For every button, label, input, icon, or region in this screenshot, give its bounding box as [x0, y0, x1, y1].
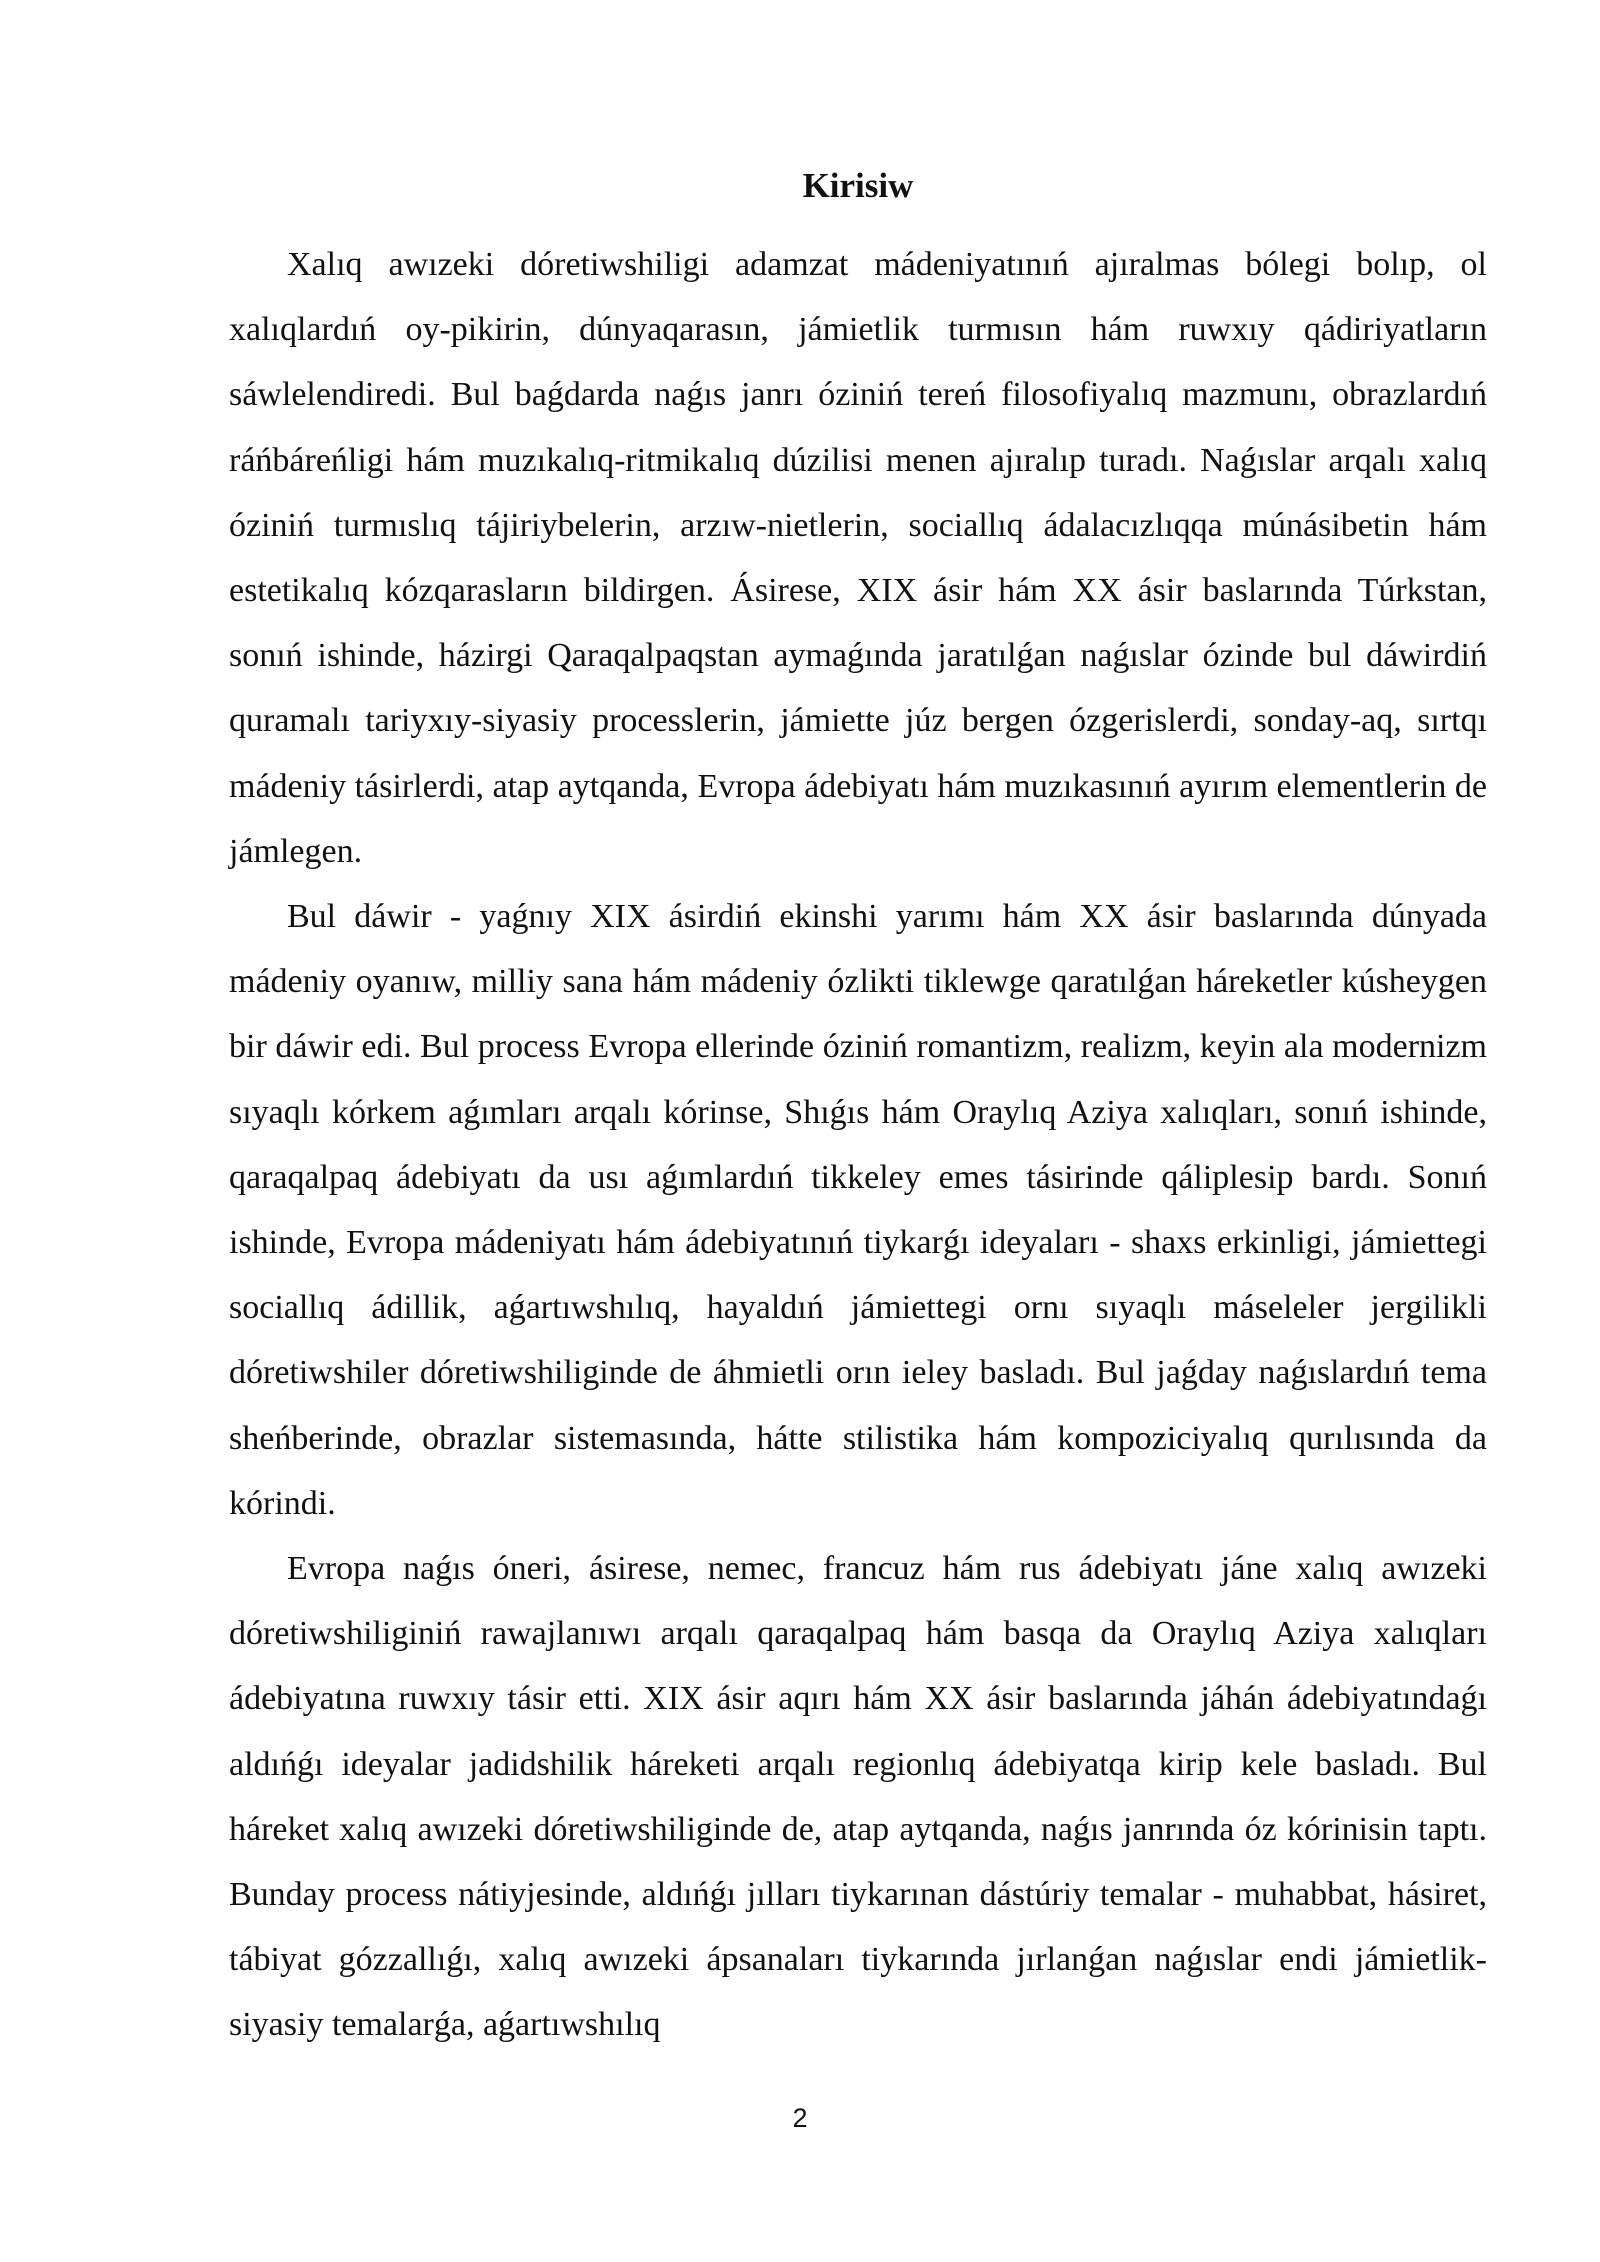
- section-title: Kirisiw: [802, 166, 914, 205]
- paragraph-3: Evropa naǵıs óneri, ásirese, nemec, francuz hám rus ádebiyatı jáne xalıq awızeki dóretiwshiliginiń rawajlanıwı arqalı qaraqalpaq hám basqa da Oraylıq Aziya xalıqları ádebiyatına ruwxıy tásir etti. XIX ásir aqırı hám XX ásir baslarında jáhán ádebiyatındaǵı aldıńǵı ideyalar jadidshilik háreketi arqalı regionlıq ádebiyatqa kirip kele basladı. Bul háreket xalıq awızeki dóretiwshiliginde de, atap aytqanda, naǵıs janrında óz kórinisin taptı. Bunday process nátiyjesinde, aldıńǵı jılları tiykarınan dástúriy temalar - muhabbat, hásiret, tábiyat gózzallıǵı, xalıq awızeki ápsanaları tiykarında jırlanǵan naǵıslar endi jámietlik-siyasiy temalarǵa, aǵartıwshılıq: [229, 1550, 1487, 2044]
- paragraph-2: Bul dáwir - yaǵnıy XIX ásirdiń ekinshi yarımı hám XX ásir baslarında dúnyada mádeniy oyanıw, milliy sana hám mádeniy ózlikti tiklewge qaratılǵan háreketler kúsheygen bir dáwir edi. Bul process Evropa ellerinde óziniń romantizm, realizm, keyin ala modernizm sıyaqlı kórkem aǵımları arqalı kórinse, Shıǵıs hám Oraylıq Aziya xalıqları, sonıń ishinde, qaraqalpaq ádebiyatı da usı aǵımlardıń tikkeley emes tásirinde qáliplesip bardı. Sonıń ishinde, Evropa mádeniyatı hám ádebiyatınıń tiykarǵı ideyaları - shaxs erkinligi, jámiettegi sociallıq ádillik, aǵartıwshılıq, hayaldıń jámiettegi ornı sıyaqlı máseleler jergilikli dóretiwshiler dóretiwshiliginde de áhmietli orın ieley basladı. Bul jaǵday naǵıslardıń tema sheńberinde, obrazlar sistemasında, hátte stilistika hám kompoziciyalıq qurılısında da kórindi.: [229, 898, 1487, 1522]
- paragraph-1: Xalıq awızeki dóretiwshiligi adamzat mádeniyatınıń ajıralmas bólegi bolıp, ol xalıqlardıń oy-pikirin, dúnyaqarasın, jámietlik turmısın hám ruwxıy qádiriyatların sáwlelendiredi. Bul baǵdarda naǵıs janrı óziniń tereń filosofiyalıq mazmunı, obrazlardıń ráńbáreńligi hám muzıkalıq-ritmikalıq dúzilisi menen ajıralıp turadı. Naǵıslar arqalı xalıq óziniń turmıslıq tájiriybelerin, arzıw-nietlerin, sociallıq ádalacızlıqqa múnásibetin hám estetikalıq kózqarasların bildirgen. Ásirese, XIX ásir hám XX ásir baslarında Túrkstan, sonıń ishinde, házirgi Qaraqalpaqstan aymaǵında jaratılǵan naǵıslar ózinde bul dáwirdiń quramalı tariyxıy-siyasiy processlerin, jámiette júz bergen ózgerislerdi, sonday-aq, sırtqı mádeniy tásirlerdi, atap aytqanda, Evropa ádebiyatı hám muzıkasınıń ayırım elementlerin de jámlegen.: [229, 246, 1487, 870]
- document-body: [229, 160, 1487, 2058]
- page-number: 2: [792, 2103, 808, 2133]
